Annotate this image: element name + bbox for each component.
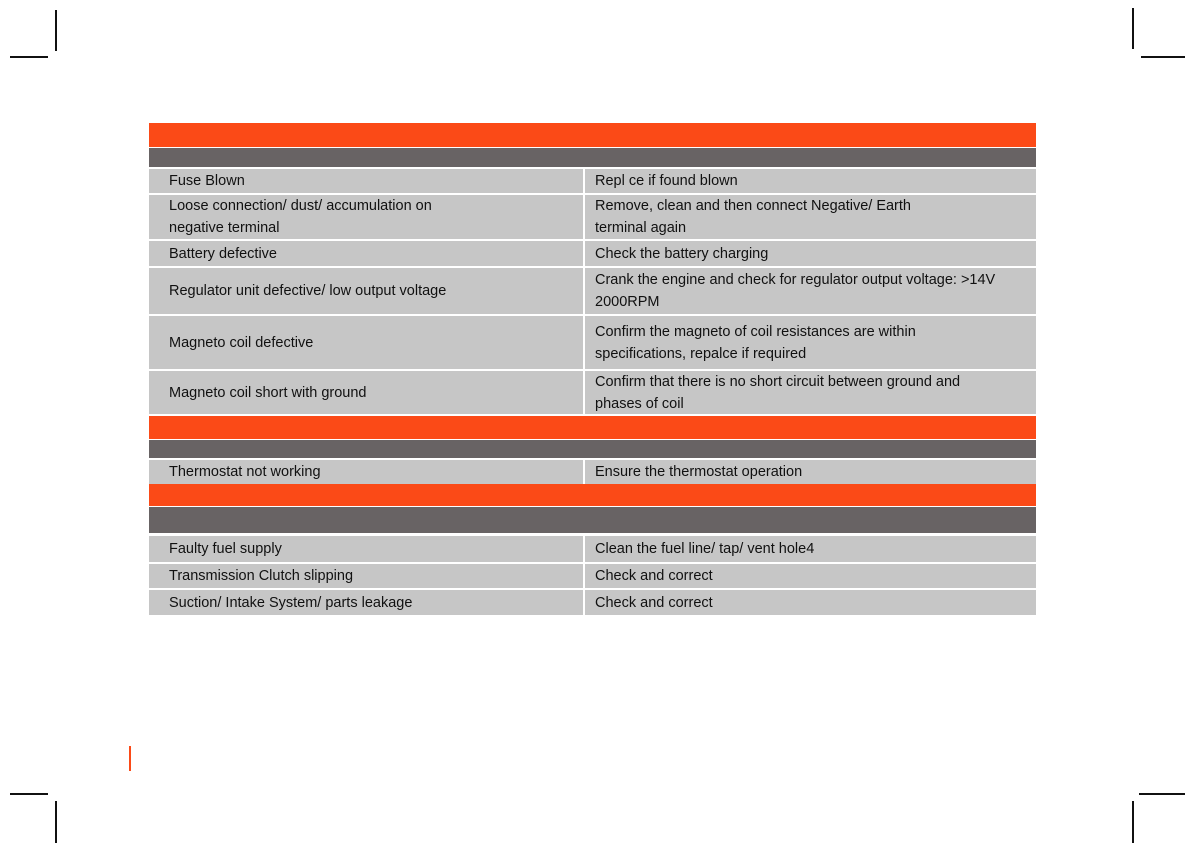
remedy-cell: Confirm that there is no short circuit between ground and phases of coil [595,373,961,412]
crop-mark [55,801,57,843]
remedy-cell: Check and correct [595,594,713,611]
cause-cell: Thermostat not working [149,460,585,484]
crop-mark [10,56,48,58]
crop-mark [55,10,57,51]
cause-cell: Fuse Blown [149,169,585,193]
crop-mark [1132,8,1134,49]
remedy-cell: Ensure the thermostat operation [595,464,803,480]
table-row [149,564,1036,590]
column-header-band [149,440,1036,460]
page-margin-marker [129,746,131,771]
section-header-band [149,123,1036,148]
cause-cell: Loose connection/ dust/ accumulation on negative terminal [149,195,585,239]
table-row [149,460,1036,484]
table-row [149,536,1036,564]
section-header-band [149,416,1036,440]
remedy-cell: Crank the engine and check for regulator output voltage: >14V 2000RPM [595,272,996,310]
remedy-cell: Check the battery charging [595,245,769,262]
crop-mark [1132,801,1134,843]
table-row [149,169,1036,195]
crop-mark [10,793,48,795]
table-row [149,590,1036,615]
remedy-cell: Confirm the magneto of coil resistances are within specifications, repalce if required [595,323,916,362]
cause-cell: Magneto coil short with ground [149,371,585,414]
section-header-band [149,484,1036,507]
crop-mark [1141,56,1185,58]
remedy-cell: Check and correct [595,568,713,584]
cause-cell: Transmission Clutch slipping [149,564,585,588]
crop-mark [1139,793,1185,795]
cause-cell: Faulty fuel supply [149,536,585,562]
cause-cell: Regulator unit defective/ low output voltage [149,268,585,314]
column-header-band [149,507,1036,536]
cause-cell: Magneto coil defective [149,316,585,369]
table-row [149,195,1036,241]
remedy-cell: Repl ce if found blown [595,173,738,189]
troubleshooting-table [149,123,1036,615]
remedy-cell: Remove, clean and then connect Negative/ Earth terminal again [595,198,911,236]
table-row [149,316,1036,371]
remedy-cell: Clean the fuel line/ tap/ vent hole4 [595,541,815,557]
table-row [149,268,1036,316]
cause-cell: Suction/ Intake System/ parts leakage [149,590,585,615]
table-row [149,371,1036,416]
cause-cell: Battery defective [149,241,585,266]
column-header-band [149,148,1036,169]
table-row [149,241,1036,268]
